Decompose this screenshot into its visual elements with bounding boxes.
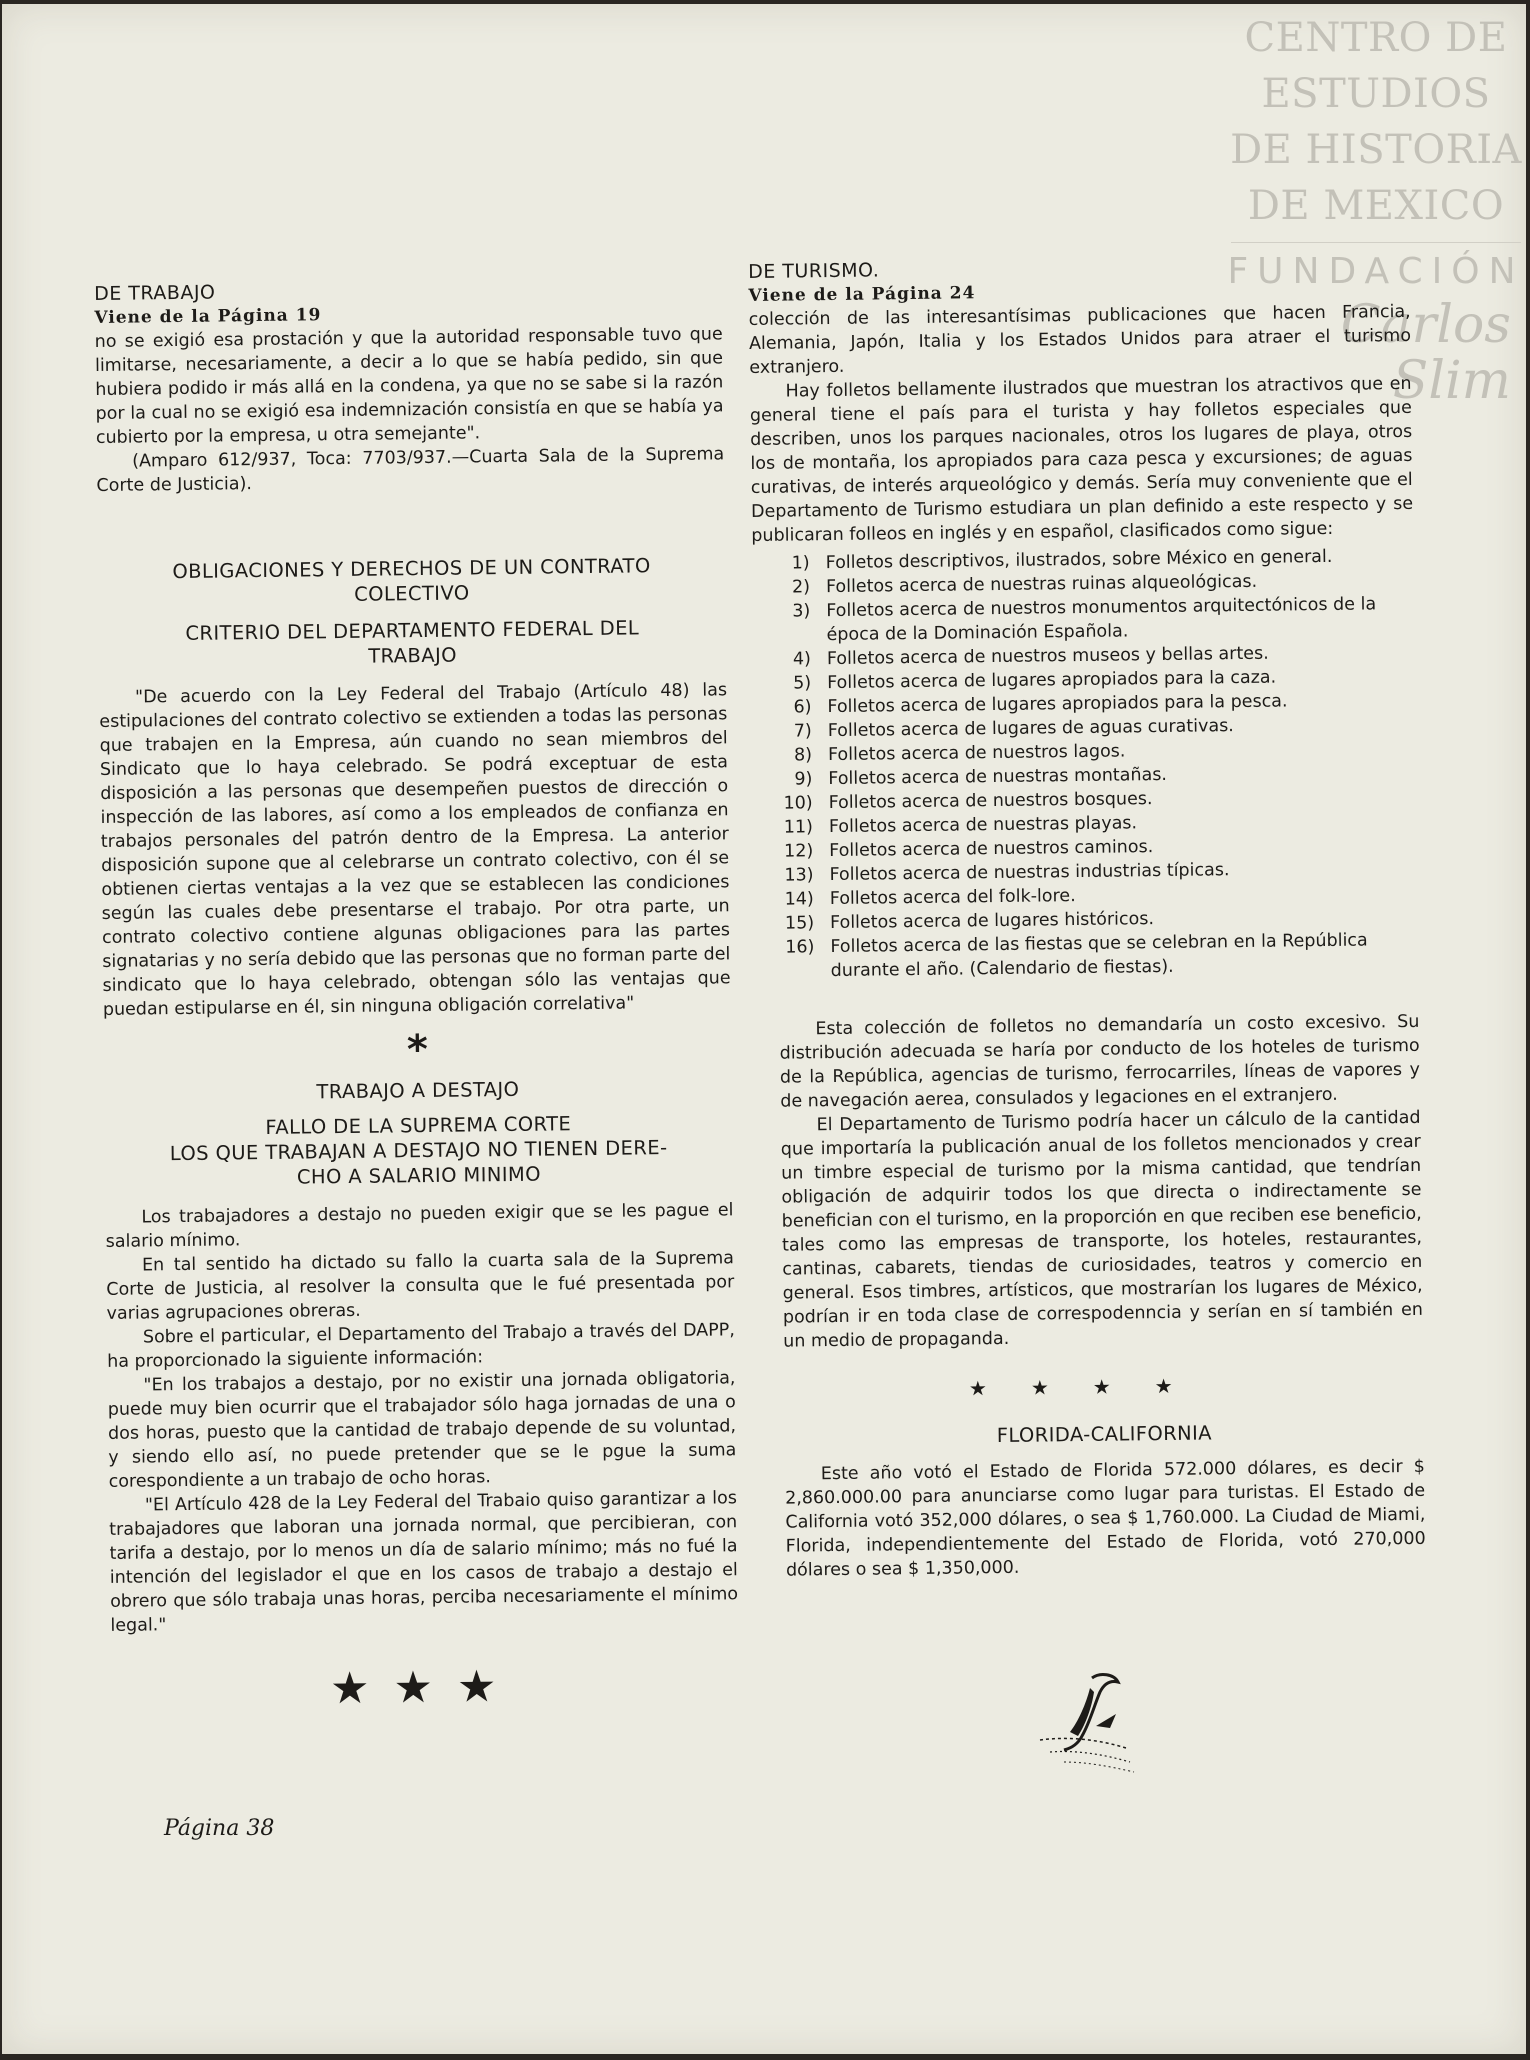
- right-column: [748, 252, 1426, 1583]
- list-item: [752, 592, 1415, 648]
- heading: COLECTIVO: [354, 581, 470, 606]
- list-number: 11): [783, 817, 814, 838]
- list-number: 10): [783, 793, 813, 814]
- paragraph: colección de las interesantísimas publicaciones que hacen Francia, Alemania, Japón, Italia y los Estados Unidos para atraer el turismo extranjero.: [748, 301, 1412, 378]
- watermark-foundation: FUNDACIÓN: [1227, 251, 1525, 292]
- subheading: LOS QUE TRABAJAN A DESTAJO NO TIENEN DERE-: [169, 1136, 668, 1166]
- continued-from: Viene de la Página 19: [94, 305, 322, 328]
- watermark-line: DE HISTORIA: [1230, 127, 1522, 173]
- list-text: Folletos acerca de nuestras montañas.: [828, 764, 1168, 790]
- paragraph: En tal sentido ha dictado su fallo la cuarta sala de la Suprema Corte de Justicia, al resolver la consulta que le fué presentada por varias agrupaciones obreras.: [106, 1248, 735, 1324]
- list-text: Folletos descriptivos, ilustrados, sobre México en general.: [825, 546, 1333, 574]
- list-number: 15): [784, 913, 815, 934]
- watermark-line: ESTUDIOS: [1261, 71, 1491, 117]
- list-number: 9): [794, 769, 813, 790]
- heading: TRABAJO A DESTAJO: [316, 1077, 520, 1104]
- subheading: TRABAJO: [368, 643, 458, 668]
- section-tag: DE TURISMO.: [748, 259, 880, 283]
- list-number: 4): [792, 649, 812, 670]
- list-text: Folletos acerca de nuestros lagos.: [827, 741, 1126, 766]
- list-text: Folletos acerca de lugares apropiados para la caza.: [827, 667, 1277, 694]
- continued-from: Viene de la Página 24: [748, 283, 976, 306]
- list-number: 13): [784, 865, 814, 886]
- brochure-list: [752, 544, 1419, 984]
- list-number: 14): [784, 889, 814, 910]
- heading: FLORIDA-CALIFORNIA: [996, 1421, 1213, 1448]
- list-number: 12): [783, 841, 814, 862]
- list-text: Folletos acerca de nuestros caminos.: [829, 837, 1154, 862]
- paragraph: El Departamento de Turismo podría hacer un cálculo de la cantidad que importaría la publicación anual de los folletos mencionados y crear un timbre especial de turismo por la misma cantidad, que tendrían obligación de adquirir todos los que directa o indirectamente se benefician con el turismo, en la proporción en que reciben ese beneficio, tales como las empresas de transporte, los hoteles, restaurantes, cantinas, cabarets, tiendas de curiosidades, teatros y comercio en general. Esos timbres, artísticos, que mostrarían los lugares de México, podrían ir en toda clase de correspodenncia y serían en sí también en un medio de propaganda.: [780, 1107, 1423, 1352]
- paragraph: no se exigió esa prostación y que la autoridad responsable tuvo que limitarse, necesariamente, a decir a lo que se había pedido, sin que hubiera podido ir más allá en la condena, ya que no se sabe si la razón por la cual no se exigió esa indemnización consistía en que se había ya cubierto por la empresa, u otra semejante".: [94, 324, 724, 448]
- paragraph: "En los trabajos a destajo, por no existir una jornada obligatoria, puede muy bien ocurrir que el trabajador sólo haga jornadas de una o dos horas, puesto que la cantidad de trabajo depende de su voluntad, y siendo ello así, no puede pretender que se le pgue la suma corespondiente a un trabajo de ocho horas.: [107, 1368, 737, 1492]
- section-tag: DE TRABAJO: [94, 281, 216, 305]
- list-number: 1): [791, 553, 810, 574]
- list-number: 3): [792, 601, 811, 622]
- list-text: Folletos acerca de las fiestas que se celebran en la República durante el año. (Calendario de fiestas).: [830, 930, 1368, 982]
- list-number: 16): [785, 937, 815, 958]
- list-text: Folletos acerca de nuestras ruinas alqueológicas.: [825, 571, 1258, 598]
- list-text: Folletos acerca del folk-lore.: [829, 886, 1076, 910]
- list-number: 6): [793, 697, 812, 718]
- paragraph: Hay folletos bellamente ilustrados que muestran los atractivos que en general tiene el país para el turista y hay folletos especiales que describen, unos los parques nacionales, otros los lugares de playa, otros los de montaña, los apropiados para caza pesca y excursiones; de aguas curativas, de interés arqueológico y demás. Sería muy conveniente que el Departamento de Turismo estudiara un plan definido a este respecto y se publicaran folleos en inglés y en español, clasificados como sigue:: [749, 373, 1414, 546]
- list-text: Folletos acerca de nuestros monumentos arquitectónicos de la época de la Dominación Española.: [826, 594, 1377, 646]
- watermark-line: DE MEXICO: [1247, 183, 1505, 229]
- subheading: CRITERIO DEL DEPARTAMENTO FEDERAL DEL: [185, 616, 640, 645]
- list-text: Folletos acerca de nuestros bosques.: [828, 789, 1153, 814]
- paragraph: "De acuerdo con la Ley Federal del Trabajo (Artículo 48) las estipulaciones del contrato colectivo se extienden a todas las personas que trabajen en la Empresa, aún cuando no sean miembros del Sindicato que lo haya celebrado. Se podrá exceptuar de esta disposición a las personas que desempeñen puestos de dirección o inspección de las labores, así como a los empleados de confianza en trabajos personales del patrón dentro de la Empresa. La anterior disposición supone que al celebrarse un contrato colectivo, con él se obtienen ciertas ventajas a la vez que se establecen las condiciones según las cuales debe presentarse el trabajo. Por otra parte, un contrato colectivo contiene algunas obligaciones para las partes signatarias y no sería debido que las personas que no forman parte del sindicato que lo haya celebrado, obtengan sólo las ventajas que puedan estipularse en él, sin ninguna obligación correlativa": [99, 680, 731, 1020]
- list-number: 5): [793, 673, 812, 694]
- paragraph: Sobre el particular, el Departamento del Trabajo a través del DAPP, ha proporcionado la siguiente información:: [107, 1320, 735, 1372]
- tourism-logo-icon: [1030, 1666, 1150, 1776]
- heading: OBLIGACIONES Y DERECHOS DE UN CONTRATO: [172, 554, 651, 584]
- paragraph: Los trabajadores a destajo no pueden exigir que se les pague el salario mínimo.: [105, 1200, 734, 1252]
- star-ornament: ★★★★: [968, 1373, 1217, 1401]
- list-text: Folletos acerca de lugares de aguas curativas.: [827, 716, 1234, 742]
- document-page: [2, 4, 1526, 2054]
- paragraph: "El Artículo 428 de la Ley Federal del Trabaio quiso garantizar a los trabajadores que laboran una jornada normal, que percibieran, con tarifa a destajo, por lo menos un día de salario mínimo; más no fué la intención del legislador el que en los casos de trabajo a destajo el obrero que sólo trabaja unas horas, perciba necesariamente el mínimo legal.": [109, 1488, 739, 1636]
- list-text: Folletos acerca de lugares apropiados para la pesca.: [827, 691, 1288, 718]
- asterisk-ornament: *: [406, 1026, 429, 1074]
- watermark-divider: [1231, 242, 1521, 243]
- left-column: [94, 274, 740, 1722]
- citation: (Amparo 612/937, Toca: 7703/937.—Cuarta Sala de la Suprema Corte de Justicia).: [96, 444, 725, 496]
- list-number: 8): [793, 745, 813, 766]
- subheading: CHO A SALARIO MINIMO: [296, 1162, 542, 1189]
- paragraph: Este año votó el Estado de Florida 572.000 dólares, es decir $ 2,860.000.00 para anunciarse como lugar para turistas. El Estado de California votó 352,000 dólares, o sea $ 1,760.000. La Ciudad de Miami, Florida, independientemente del Estado de Florida, votó 270,000 dólares o sea $ 1,350,000.: [785, 1456, 1426, 1581]
- subheading: FALLO DE LA SUPREMA CORTE: [265, 1112, 572, 1139]
- watermark-signature: Carlos Slim: [1340, 295, 1511, 411]
- page-number: Página 38: [164, 1816, 275, 1841]
- star-ornament: ★★★: [329, 1660, 521, 1715]
- paragraph: Esta colección de folletos no demandaría un costo excesivo. Su distribución adecuada se haría por conducto de los hoteles de turismo de la República, agencias de turismo, ferrocarriles, líneas de vapores y de navegación aerea, consulados y legaciones en el extranjero.: [779, 1011, 1421, 1112]
- list-text: Folletos acerca de nuestros museos y bellas artes.: [826, 643, 1269, 670]
- list-text: Folletos acerca de nuestras industrias típicas.: [829, 860, 1230, 886]
- list-number: 7): [793, 721, 812, 742]
- list-item: [756, 928, 1419, 984]
- list-text: Folletos acerca de lugares históricos.: [829, 909, 1155, 934]
- list-number: 2): [791, 577, 811, 598]
- list-text: Folletos acerca de nuestras playas.: [828, 813, 1138, 838]
- watermark-line: CENTRO DE: [1244, 15, 1508, 61]
